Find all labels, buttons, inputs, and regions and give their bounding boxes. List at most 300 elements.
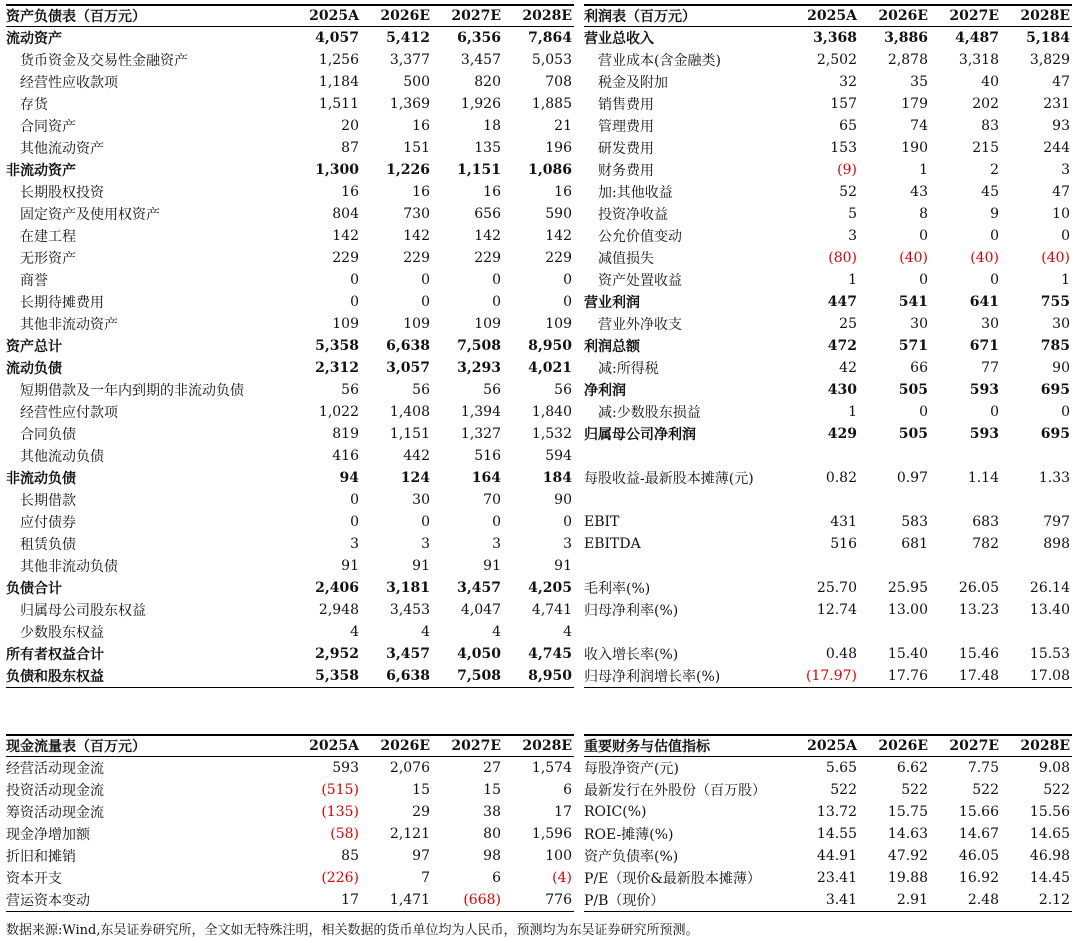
cell-value: 1,151 [389, 426, 430, 442]
cell-value: 26.05 [958, 580, 999, 596]
cell-value: 4,205 [528, 580, 572, 596]
table-title: 现金流量表（百万元） [6, 735, 290, 757]
cell-value: 20 [341, 118, 359, 134]
cell-value: 12.74 [816, 602, 857, 618]
table-row [584, 291, 1072, 313]
table-title: 利润表（百万元） [584, 5, 788, 27]
cell-value: 3,377 [389, 52, 430, 68]
cell-value: 683 [972, 514, 999, 530]
table-row [584, 467, 1072, 489]
row-label: 经营性应收款项 [20, 75, 118, 91]
table-row [6, 889, 574, 912]
cell-value: 153 [830, 140, 857, 156]
cell-value: 1,926 [460, 96, 501, 112]
cell-value: 1,086 [528, 162, 572, 178]
table-row [6, 225, 574, 247]
cell-value: (80) [828, 250, 857, 266]
cell-value: 1,596 [531, 826, 572, 842]
cell-value: 0 [563, 514, 572, 530]
table-row [584, 779, 1072, 801]
year-header: 2027E [930, 735, 1001, 757]
cell-value: 5,412 [386, 30, 430, 46]
row-label: P/E（现价&最新股本摊薄） [584, 871, 761, 887]
cell-value: 9 [990, 206, 999, 222]
cell-value: 17.08 [1001, 665, 1072, 688]
cell-value: 0 [1061, 404, 1070, 420]
cell-value: 91 [412, 558, 430, 574]
cell-value: 819 [332, 426, 359, 442]
year-header: 2025A [290, 5, 361, 27]
table-row [584, 27, 1072, 50]
cell-value: 91 [341, 558, 359, 574]
cell-value: 231 [1043, 96, 1070, 112]
table-row [584, 225, 1072, 247]
cell-value: 656 [474, 206, 501, 222]
row-label: 长期借款 [20, 493, 76, 509]
cell-value: 90 [554, 492, 572, 508]
table-row [584, 845, 1072, 867]
cell-value: 229 [545, 250, 572, 266]
cell-value: 0 [919, 404, 928, 420]
table-row [584, 823, 1072, 845]
cell-value: 695 [1040, 426, 1070, 442]
cell-value: 1,256 [318, 52, 359, 68]
year-header: 2028E [1001, 735, 1072, 757]
cell-value: 2,076 [389, 760, 430, 776]
cell-value: 202 [972, 96, 999, 112]
table-row [6, 159, 574, 181]
cell-value: (226) [321, 870, 359, 886]
cell-value: 56 [483, 382, 501, 398]
cell-value: 14.65 [1029, 826, 1070, 842]
cell-value: 16 [412, 184, 430, 200]
cell-value: 93 [1052, 118, 1070, 134]
table-row [584, 159, 1072, 181]
cell-value: 1 [1061, 272, 1070, 288]
cell-value: 21 [554, 118, 572, 134]
table-row [584, 181, 1072, 203]
cell-value: 4 [421, 624, 430, 640]
cell-value: (40) [899, 250, 928, 266]
row-label: 减值损失 [598, 251, 654, 267]
table-row [584, 269, 1072, 291]
table-row [6, 49, 574, 71]
cell-value: 671 [969, 338, 999, 354]
row-label: 其他非流动负债 [20, 559, 118, 575]
table-row [6, 555, 574, 577]
cell-value: 2,312 [315, 360, 359, 376]
row-label: 归母净利率(%) [584, 603, 679, 619]
cell-value: 9.08 [1038, 760, 1070, 776]
cell-value: 1,300 [315, 162, 359, 178]
cell-value: 522 [830, 782, 857, 798]
table-row [584, 801, 1072, 823]
row-label: 管理费用 [598, 119, 654, 135]
cell-value: 0 [350, 272, 359, 288]
row-label: 货币资金及交易性金融资产 [20, 53, 188, 69]
table-row [584, 137, 1072, 159]
cell-value: 1,226 [386, 162, 430, 178]
cell-value: 196 [545, 140, 572, 156]
cell-value: 5 [848, 206, 857, 222]
row-label: 每股净资产(元) [584, 761, 679, 777]
cell-value: 74 [910, 118, 928, 134]
year-header: 2027E [432, 5, 503, 27]
table-row [6, 445, 574, 467]
cell-value: 229 [403, 250, 430, 266]
cell-value: 593 [969, 426, 999, 442]
cell-value: 1 [919, 162, 928, 178]
cell-value: 215 [972, 140, 999, 156]
cell-value: (9) [837, 162, 857, 178]
year-header: 2026E [859, 735, 930, 757]
row-label: 负债和股东权益 [6, 665, 290, 688]
cell-value: 1,885 [531, 96, 572, 112]
cell-value: 83 [981, 118, 999, 134]
cell-value: 442 [403, 448, 430, 464]
row-label: 研发费用 [598, 141, 654, 157]
cell-value: 3,457 [386, 646, 430, 662]
cell-value: 2 [990, 162, 999, 178]
cell-value: 13.72 [816, 804, 857, 820]
cell-value: 98 [483, 848, 501, 864]
cell-value: 56 [412, 382, 430, 398]
row-label: 经营性应付款项 [20, 405, 118, 421]
cell-value [930, 555, 1001, 577]
cell-value: 46.05 [958, 848, 999, 864]
row-label: 固定资产及使用权资产 [20, 207, 160, 223]
cell-value: 65 [839, 118, 857, 134]
cell-value: 52 [839, 184, 857, 200]
cell-value: 0 [350, 514, 359, 530]
table-row [6, 137, 574, 159]
cell-value: 583 [901, 514, 928, 530]
cell-value: 593 [969, 382, 999, 398]
cell-value: 25 [839, 316, 857, 332]
table-row [6, 757, 574, 780]
row-label: 无形资产 [20, 251, 76, 267]
table-row [6, 401, 574, 423]
cell-value: 593 [332, 760, 359, 776]
row-label: 税金及附加 [598, 75, 668, 91]
row-label: 流动负债 [6, 361, 62, 377]
cell-value: 0 [421, 294, 430, 310]
cell-value: 755 [1040, 294, 1070, 310]
cell-value: 3 [1061, 162, 1070, 178]
cell-value: 1,408 [389, 404, 430, 420]
table-row [6, 665, 574, 688]
table-row [6, 867, 574, 889]
table-row [584, 621, 1072, 643]
cell-value: 447 [827, 294, 857, 310]
row-label: 财务费用 [598, 163, 654, 179]
year-header: 2025A [788, 735, 859, 757]
income-statement-table [584, 5, 1072, 688]
year-header: 2028E [503, 735, 574, 757]
row-label: 少数股东权益 [20, 625, 104, 641]
cell-value: 3 [563, 536, 572, 552]
cell-value: 109 [332, 316, 359, 332]
year-header: 2027E [930, 5, 1001, 27]
row-label: 其他流动资产 [20, 141, 104, 157]
cell-value: 3,318 [958, 52, 999, 68]
cell-value: 46.98 [1029, 848, 1070, 864]
cell-value: 3,181 [386, 580, 430, 596]
cell-value: 430 [827, 382, 857, 398]
year-header: 2026E [859, 5, 930, 27]
row-label: 营业外净收支 [598, 317, 682, 333]
cell-value: 1,022 [318, 404, 359, 420]
cell-value [1001, 555, 1072, 577]
row-label: ROE-摊薄(%) [584, 827, 674, 843]
cell-value: 142 [332, 228, 359, 244]
cash-flow-table [6, 735, 574, 912]
cell-value: 730 [403, 206, 430, 222]
row-label: 公允价值变动 [598, 229, 682, 245]
cell-value [788, 489, 859, 511]
cell-value: 472 [827, 338, 857, 354]
cell-value: 17 [554, 804, 572, 820]
cell-value [859, 621, 930, 643]
row-label: 收入增长率(%) [584, 647, 679, 663]
row-label: 销售费用 [598, 97, 654, 113]
cell-value: 8,950 [503, 665, 574, 688]
cell-value: 142 [474, 228, 501, 244]
cell-value: 2,948 [318, 602, 359, 618]
cell-value: 17 [290, 889, 361, 912]
table-row [584, 665, 1072, 688]
cell-value: 14.67 [958, 826, 999, 842]
cell-value: 15.75 [887, 804, 928, 820]
cell-value: 0 [990, 228, 999, 244]
source-note: 数据来源:Wind,东吴证券研究所，全文如无特殊注明，相关数据的货币单位均为人民币，预测均为东吴证券研究所预测。 [6, 923, 699, 938]
cell-value: 3 [350, 536, 359, 552]
cell-value: 0 [492, 272, 501, 288]
cell-value [1001, 489, 1072, 511]
year-header: 2027E [432, 735, 503, 757]
table-row [584, 247, 1072, 269]
row-label: 非流动负债 [6, 471, 76, 487]
row-label: 负债合计 [6, 581, 62, 597]
table-row [584, 445, 1072, 467]
row-label: 折旧和摊销 [6, 849, 76, 865]
cell-value: 594 [545, 448, 572, 464]
row-label: 投资活动现金流 [6, 783, 104, 799]
cell-value: 7.75 [967, 760, 999, 776]
cell-value: 97 [412, 848, 430, 864]
row-label: 经营活动现金流 [6, 761, 104, 777]
cell-value: 1.33 [1038, 470, 1070, 486]
income-statement-header-row [584, 5, 1072, 27]
cell-value: 30 [1052, 316, 1070, 332]
cell-value: 16 [412, 118, 430, 134]
cell-value: 0 [421, 272, 430, 288]
row-label: 筹资活动现金流 [6, 805, 104, 821]
cell-value: 4,745 [528, 646, 572, 662]
cell-value: 1,327 [460, 426, 501, 442]
cell-value: 505 [898, 426, 928, 442]
row-label: 其他流动负债 [20, 449, 104, 465]
table-row [6, 621, 574, 643]
row-label: 减:少数股东损益 [598, 405, 701, 421]
row-label: 商誉 [20, 273, 48, 289]
cell-value: 708 [545, 74, 572, 90]
cell-value: 35 [910, 74, 928, 90]
table-row [6, 269, 574, 291]
row-label: 长期待摊费用 [20, 295, 104, 311]
cell-value: (58) [330, 826, 359, 842]
cell-value: 3,457 [457, 580, 501, 596]
row-label: 每股收益-最新股本摊薄(元) [584, 471, 754, 487]
cell-value: (135) [321, 804, 359, 820]
cell-value [788, 555, 859, 577]
row-label: 资产处置收益 [598, 273, 682, 289]
table-row [6, 357, 574, 379]
cell-value: 2.48 [930, 889, 1001, 912]
cell-value: 244 [1043, 140, 1070, 156]
cell-value: 571 [898, 338, 928, 354]
cell-value: 0.97 [896, 470, 928, 486]
table-row [6, 489, 574, 511]
cell-value: 29 [412, 804, 430, 820]
cell-value [788, 445, 859, 467]
table-row [6, 779, 574, 801]
cell-value: 776 [503, 889, 574, 912]
row-label: 资产负债率(%) [584, 849, 679, 865]
cell-value: 47.92 [887, 848, 928, 864]
cell-value: 2,121 [389, 826, 430, 842]
table-row [584, 889, 1072, 912]
cell-value: 87 [341, 140, 359, 156]
cell-value: 164 [471, 470, 501, 486]
cell-value: 157 [830, 96, 857, 112]
row-label: 营运资本变动 [6, 889, 290, 912]
cell-value: 3,368 [813, 30, 857, 46]
table-row [6, 291, 574, 313]
cell-value: 80 [483, 826, 501, 842]
cell-value: 17.76 [859, 665, 930, 688]
row-label: 所有者权益合计 [6, 647, 104, 663]
cell-value: 0.48 [825, 646, 857, 662]
cell-value: 0 [990, 404, 999, 420]
cell-value: 1,471 [361, 889, 432, 912]
row-label: 归母净利润增长率(%) [584, 665, 788, 688]
cell-value: 1,184 [318, 74, 359, 90]
cell-value: 15.40 [887, 646, 928, 662]
cell-value: 19.88 [887, 870, 928, 886]
cell-value: 5,358 [315, 338, 359, 354]
table-row [6, 115, 574, 137]
cell-value: 0 [492, 294, 501, 310]
table-row [584, 313, 1072, 335]
balance-sheet-header-row [6, 5, 574, 27]
cell-value: 0 [421, 514, 430, 530]
cell-value: 2,952 [315, 646, 359, 662]
cell-value: 0 [919, 228, 928, 244]
table-row [6, 823, 574, 845]
cell-value: 44.91 [816, 848, 857, 864]
cell-value: 100 [545, 848, 572, 864]
cell-value: 190 [901, 140, 928, 156]
cell-value: 2.91 [859, 889, 930, 912]
table-row [6, 203, 574, 225]
cell-value: 0 [919, 272, 928, 288]
cell-value: 500 [403, 74, 430, 90]
row-label: 营业成本(含金融类) [598, 53, 721, 69]
cell-value: 4 [563, 624, 572, 640]
cell-value: 15 [412, 782, 430, 798]
cell-value: 151 [403, 140, 430, 156]
cell-value: 1,532 [531, 426, 572, 442]
cell-value: 135 [474, 140, 501, 156]
cell-value: 17.48 [930, 665, 1001, 688]
table-row [6, 313, 574, 335]
cell-value: 6.62 [896, 760, 928, 776]
row-label: 营业利润 [584, 295, 640, 311]
cell-value: 32 [839, 74, 857, 90]
table-row [6, 247, 574, 269]
table-row [6, 467, 574, 489]
cell-value: 2,502 [816, 52, 857, 68]
cell-value: 1,394 [460, 404, 501, 420]
row-label: 毛利率(%) [584, 581, 651, 597]
cell-value: 15 [483, 782, 501, 798]
cell-value: 184 [542, 470, 572, 486]
row-label: 营业总收入 [584, 31, 654, 47]
cell-value: 15.66 [958, 804, 999, 820]
cell-value: 42 [839, 360, 857, 376]
cell-value: 6 [492, 870, 501, 886]
cell-value: 695 [1040, 382, 1070, 398]
year-header: 2025A [788, 5, 859, 27]
cell-value: 25.95 [887, 580, 928, 596]
cell-value: 10 [1052, 206, 1070, 222]
table-row [6, 71, 574, 93]
table-row [584, 555, 1072, 577]
cell-value: 797 [1043, 514, 1070, 530]
cell-value: 109 [403, 316, 430, 332]
cell-value: 43 [910, 184, 928, 200]
cell-value: 5.65 [825, 760, 857, 776]
cell-value: 6,356 [457, 30, 501, 46]
cell-value: 3,829 [1029, 52, 1070, 68]
row-label: 合同负债 [20, 427, 76, 443]
table-row [584, 49, 1072, 71]
cell-value: 0 [350, 492, 359, 508]
cell-value: 0.82 [825, 470, 857, 486]
cell-value: 522 [901, 782, 928, 798]
cell-value [859, 555, 930, 577]
cell-value [859, 445, 930, 467]
table-row [6, 93, 574, 115]
cell-value [1001, 445, 1072, 467]
cell-value: 0 [563, 294, 572, 310]
cell-value: 898 [1043, 536, 1070, 552]
cell-value: 641 [969, 294, 999, 310]
table-row [6, 511, 574, 533]
cell-value: 541 [898, 294, 928, 310]
table-row [6, 643, 574, 665]
table-row [6, 423, 574, 445]
cell-value: 77 [981, 360, 999, 376]
year-header: 2028E [503, 5, 574, 27]
table-row [584, 577, 1072, 599]
cell-value: 8 [919, 206, 928, 222]
cell-value [930, 621, 1001, 643]
table-row [6, 801, 574, 823]
row-label: 流动资产 [6, 31, 62, 47]
cell-value: 1,511 [318, 96, 359, 112]
